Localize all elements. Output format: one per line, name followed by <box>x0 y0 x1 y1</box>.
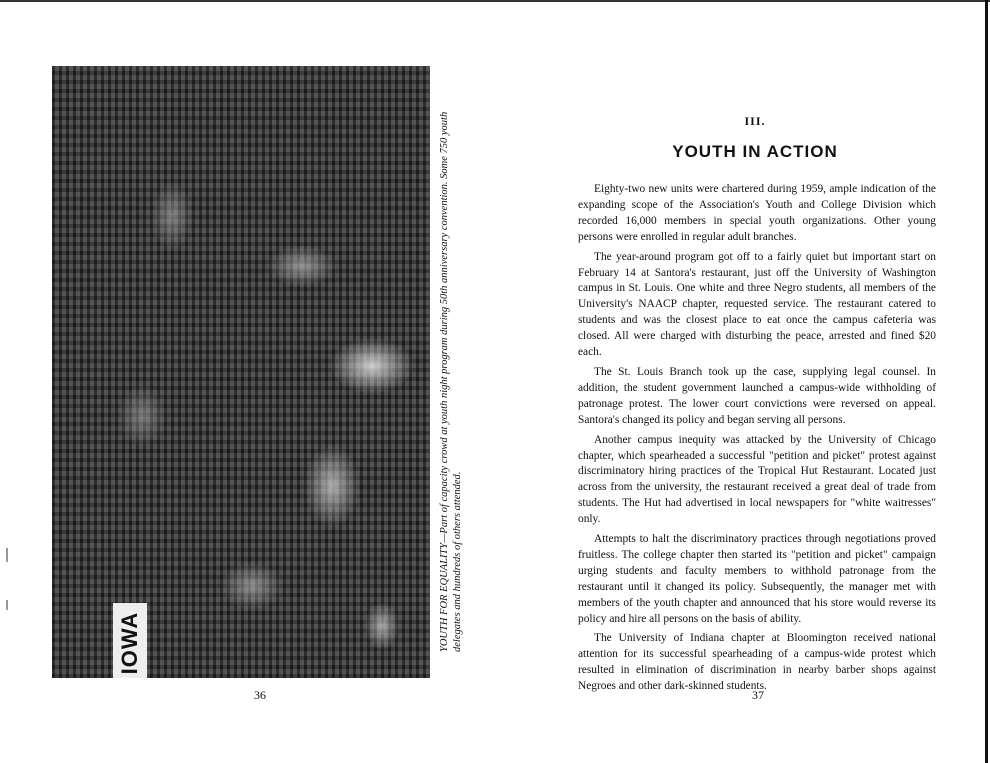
body-paragraph: The University of Indiana chapter at Bloomington received national attention for its successful spearheading of a campus-wide protest which resulted in elimination of discrimination in nearby barber shops against Negroes and other dark-skinned students. <box>578 632 936 693</box>
photo-caption-container <box>436 92 466 652</box>
body-paragraph: Attempts to halt the discriminatory practices through negotiations proved fruitless. The college chapter then started its "petition and picket" campaign urging students and faculty members to withhold patronage from the restaurant until it changed its policy. Subsequently, the manager met with members of the youth chapter and announced that his store would reverse its policy and hire all persons on the basis of ability. <box>578 533 936 625</box>
chapter-body <box>578 182 936 699</box>
top-edge-rule <box>0 0 990 2</box>
margin-mark <box>6 600 8 610</box>
body-paragraph: Eighty-two new units were chartered during 1959, ample indication of the expanding scope of the Association's Youth and College Division which recorded 16,000 members in special youth organizations. Other young persons were enrolled in regular adult branches. <box>578 183 936 243</box>
right-edge-rule <box>985 0 988 763</box>
chapter-title: YOUTH IN ACTION <box>672 142 838 161</box>
photo-sign: IOWA <box>113 603 147 678</box>
body-paragraph: Another campus inequity was attacked by the University of Chicago chapter, which spearheaded a successful "petition and picket" protest against discriminatory hiring practices of the Tropical Hut Restaurant. Located just across from the university, the restaurant received a great deal of trade from students. The Hut had advertised in local newspapers for "white waitresses" only. <box>578 433 936 526</box>
photo-caption: YOUTH FOR EQUALITY—Part of capacity crowd at youth night program during 50th anniversary convention. Some 750 youth delegates and hundreds of others attended. <box>439 111 463 652</box>
chapter-number: III. <box>744 114 766 128</box>
page-number-right: 37 <box>752 688 764 702</box>
convention-crowd-photo <box>52 66 430 678</box>
margin-mark <box>6 548 8 562</box>
body-paragraph: The St. Louis Branch took up the case, supplying legal counsel. In addition, the student government launched a campus-wide withholding of patronage protest. The lower court convictions were reversed on appeal. Santora's changed its policy and began serving all persons. <box>578 365 936 426</box>
page-number-left: 36 <box>254 688 266 702</box>
body-paragraph: The year-around program got off to a fairly quiet but important start on February 14 at Santora's restaurant, just off the University of Washington campus in St. Louis. One white and three Negro students, all members of the University's NAACP chapter, requested service. The restaurant catered to students and was the closest place to eat once the campus cafeteria was closed. All were charged with disturbing the peace, arrested and fined $20 each. <box>578 250 936 359</box>
